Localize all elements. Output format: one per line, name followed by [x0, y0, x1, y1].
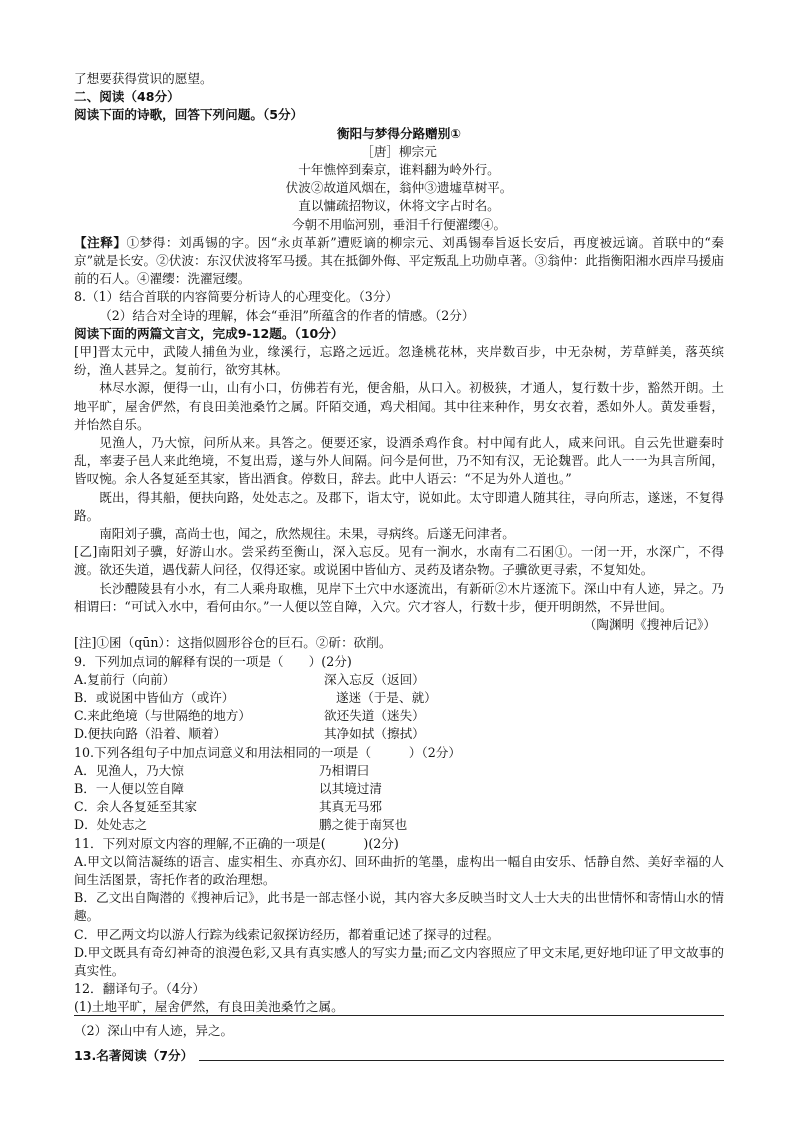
option-left: C．余人各复延至其家 [74, 799, 197, 815]
option-left: B．一人便以笠自障 [74, 780, 185, 796]
question-11-stem: 11．下列对原文内容的理解,不正确的一项是( )(2分) [74, 835, 399, 851]
question-11-option-a: A.甲文以简洁凝练的语言、虚实相生、亦真亦幻、回环曲折的笔墨，虚构出一幅自由安乐、恬静自然、美好幸福的人间生活图景，寄托作者的政治理想。 [74, 853, 724, 887]
poem-author: ［唐］柳宗元 [361, 143, 437, 159]
top-line: 了想要获得赏识的愿望。 [74, 71, 213, 86]
question-8-1: 8.（1）结合首联的内容简要分析诗人的心理变化。（3分） [74, 289, 398, 305]
poem-instruction: 阅读下面的诗歌，回答下列问题。（5分） [74, 107, 304, 123]
question-8-2: （2）结合对全诗的理解，体会“垂泪”所蕴含的作者的情感。（2分） [99, 307, 475, 323]
option-right: 乃相谓曰 [319, 762, 370, 778]
option-right: 鹏之徙于南冥也 [319, 817, 408, 833]
question-12-sentence-2: （2）深山中有人迹，异之。 [74, 1023, 234, 1039]
text-jia-p4: 既出，得其船，便扶向路，处处志之。及郡下，诣太守，说如此。太守即遣人随其往，寻向所志，遂迷，不复得路。 [74, 489, 724, 523]
exam-page [74, 70, 724, 1065]
question-13-row [74, 1047, 724, 1065]
question-10-option-a [74, 762, 724, 780]
poem-note-label: 【注释】 [74, 234, 127, 250]
option-right: 以其境过清 [319, 780, 382, 796]
question-12-sentence-1: (1)土地平旷，屋舍俨然，有良田美池桑竹之属。 [74, 998, 724, 1016]
poem-line-4: 今朝不用临河别，垂泪千行便濯缨④。 [291, 216, 507, 232]
text-jia-p1: [甲]晋太元中，武陵人捕鱼为业，缘溪行，忘路之远近。忽逢桃花林，夹岸数百步，中无杂树，芳草鲜美，落英缤纷，渔人甚异之。复前行，欲穷其林。 [74, 344, 724, 378]
question-11-option-c: C．甲乙两文均以游人行踪为线索记叙探访经历，都着重记述了探寻的过程。 [74, 926, 500, 942]
question-9-stem: 9．下列加点词的解释有误的一项是（ ）(2分) [74, 653, 352, 669]
question-10-stem: 10.下列各组句子中加点词意义和用法相同的一项是（ ）（2分） [74, 744, 461, 760]
text-yi-p1: [乙]南阳刘子骥，好游山水。尝采药至衡山，深入忘反。见有一涧水，水南有二石囷①。一闭一开，水深广，不得渡。欲还失道，遇伐薪人问径，仅得还家。或说囷中皆仙方、灵药及诸杂物。子骥欲更寻索，不复知处。 [74, 544, 724, 578]
option-left: A.复前行（向前） [74, 671, 176, 687]
answer-line [199, 1059, 724, 1061]
poem-note-text: ①梦得：刘禹锡的字。因“永贞革新”遭贬谪的柳宗元、刘禹锡奉旨返长安后，再度被远谪。首联中的“秦京”就是长安。②伏波：东汉伏波将军马援。其在抵御外侮、平定叛乱上功勋卓著。③翁仲：此指衡阳湘水西岸马援庙前的石人。④濯缨：洗濯冠缨。 [74, 234, 724, 287]
classical-instruction: 阅读下面的两篇文言文，完成9-12题。（10分） [74, 325, 344, 341]
poem-title: 衡阳与梦得分路赠别① [336, 125, 461, 141]
option-right: 遂迷（于是、就） [336, 689, 437, 705]
question-10-option-c [74, 798, 724, 816]
option-left: C.来此绝境（与世隔绝的地方） [74, 708, 251, 724]
question-12-stem: 12．翻译句子。（4分） [74, 981, 206, 997]
section-heading: 二、阅读（48分） [74, 89, 180, 105]
text-note: [注]①囷（qūn）：这指似圆形谷仓的巨石。②斫：砍削。 [74, 635, 392, 651]
option-left: B．或说囷中皆仙方（或许） [74, 689, 235, 705]
option-left: A．见渔人，乃大惊 [74, 762, 184, 778]
option-left: D．处处志之 [74, 817, 148, 833]
text-jia-p5: 南阳刘子骥，高尚士也，闻之，欣然规往。未果，寻病终。后遂无问津者。 [99, 526, 515, 542]
option-right: 欲还失道（迷失） [324, 708, 425, 724]
option-left: D.便扶向路（沿着、顺着） [74, 726, 227, 742]
text-jia-p2: 林尽水源，便得一山，山有小口，仿佛若有光，便舍船，从口入。初极狭，才通人，复行数十步，豁然开朗。土地平旷，屋舍俨然，有良田美池桑竹之属。阡陌交通，鸡犬相闻。其中往来种作，男女衣着，悉如外人。黄发垂髫，并怡然自乐。 [74, 380, 724, 432]
text-yi-p2: 长沙醴陵县有小水，有二人乘舟取樵，见岸下土穴中水逐流出，有新斫②木片逐流下。深山中有人迹，异之。乃相谓曰：“可试入水中，看何由尔。”一人便以笠自障，入穴。穴才容人，行数十步，便开明朗然，不异世间。 [74, 580, 724, 614]
question-9-option-d [74, 725, 724, 743]
question-11-option-d: D.甲文既具有奇幻神奇的浪漫色彩,又具有真实感人的写实力量;而乙文内容照应了甲文末尾,更好地印证了甲文故事的真实性。 [74, 944, 724, 978]
question-9-option-c [74, 707, 724, 725]
question-10-option-d [74, 816, 724, 834]
text-jia-p3: 见渔人，乃大惊，问所从来。具答之。便要还家，设酒杀鸡作食。村中闻有此人，咸来问讯。自云先世避秦时乱，率妻子邑人来此绝境，不复出焉，遂与外人间隔。问今是何世，乃不知有汉，无论魏晋。此人一一为具言所闻，皆叹惋。余人各复延至其家，皆出酒食。停数日，辞去。此中人语云：“不足为外人道也。” [74, 435, 724, 487]
poem-line-2: 伏波②故道风烟在，翁仲③遗墟草树平。 [285, 180, 513, 196]
question-9-option-a [74, 671, 724, 689]
option-right: 深入忘反（返回） [324, 671, 425, 687]
poem-line-1: 十年憔悴到秦京，谁料翻为岭外行。 [298, 162, 500, 178]
question-10-option-b [74, 780, 724, 798]
question-11-option-b: B．乙文出自陶潜的《搜神后记》，此书是一部志怪小说，其内容大多反映当时文人士大夫的出世情怀和寄情山水的情趣。 [74, 890, 724, 924]
option-right: 其净如拭（擦拭） [324, 726, 425, 742]
poem-note [74, 234, 724, 289]
question-13-title: 13.名著阅读（7分） [74, 1047, 194, 1063]
question-9-option-b [74, 689, 724, 707]
text-source: （陶渊明《搜神后记》） [583, 617, 716, 633]
option-right: 其真无马邪 [319, 799, 382, 815]
poem-line-3: 直以慵疏招物议，休将文字占时名。 [298, 198, 500, 214]
